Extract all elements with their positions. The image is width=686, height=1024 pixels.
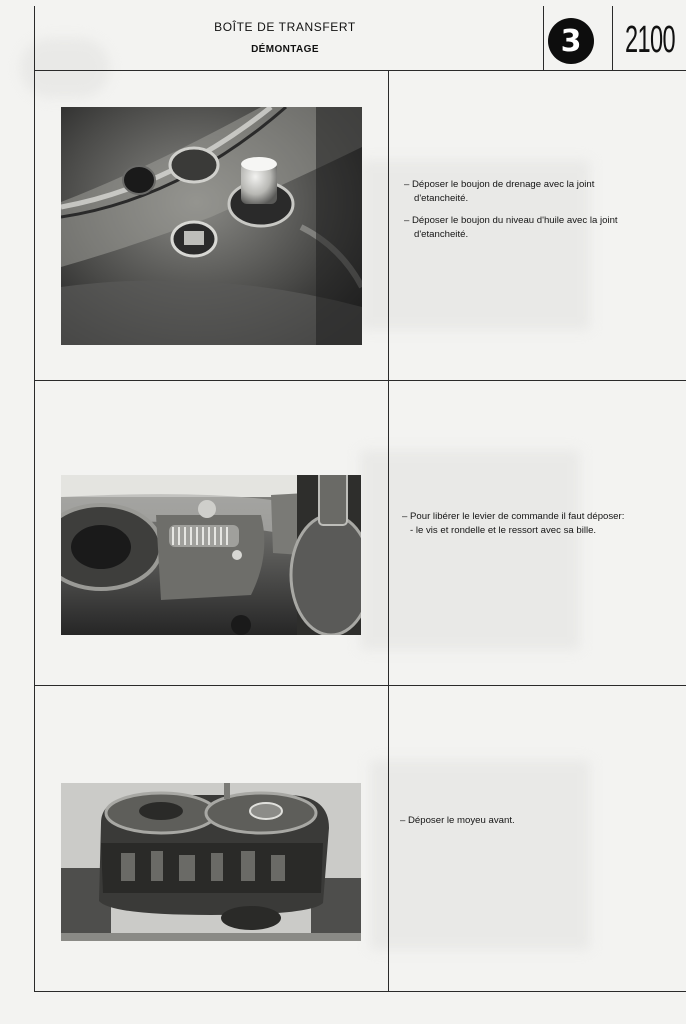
frame-left-rule (34, 6, 35, 992)
step-1-paragraph-2 (404, 214, 674, 242)
section-title: BOÎTE DE TRANSFERT (214, 20, 356, 34)
instruction-line: – Déposer le boujon du niveau d'huile avec la joint (404, 215, 618, 226)
instruction-line: - le vis et rondelle et le ressort avec sa bille. (410, 525, 597, 536)
header-divider (543, 6, 544, 70)
instruction-line: – Pour libérer le levier de commande il faut déposer: (402, 511, 625, 522)
control-lever-photo (61, 475, 361, 635)
control-lever-illustration (61, 475, 361, 635)
row-divider (34, 380, 686, 381)
drain-plug-illustration (61, 107, 362, 345)
page-bottom-rule (34, 991, 686, 992)
model-number: 2100 (625, 18, 675, 61)
step-2-paragraph-1 (402, 510, 672, 538)
instruction-line: d'etancheité. (414, 229, 469, 240)
instruction-line: – Déposer le boujon de drenage avec la joint (404, 179, 595, 190)
bleed-through-shadow (370, 760, 590, 950)
step-1-paragraph-1 (404, 178, 674, 206)
step-3-instructions (400, 814, 670, 836)
step-1-instructions (404, 178, 674, 250)
header-divider (612, 6, 613, 70)
row-divider (34, 685, 686, 686)
instruction-line: d'etancheité. (414, 193, 469, 204)
step-3-paragraph-1 (400, 814, 670, 828)
drain-plug-photo (61, 107, 362, 345)
front-hub-illustration (61, 783, 361, 941)
front-hub-photo (61, 783, 361, 941)
column-divider (388, 70, 389, 992)
chapter-badge: 3 (548, 18, 594, 64)
header-bottom-rule (34, 70, 686, 71)
step-2-instructions (402, 510, 672, 546)
bleed-through-shadow (360, 450, 580, 650)
section-subtitle: DÉMONTAGE (251, 44, 319, 55)
instruction-line: – Déposer le moyeu avant. (400, 815, 515, 826)
